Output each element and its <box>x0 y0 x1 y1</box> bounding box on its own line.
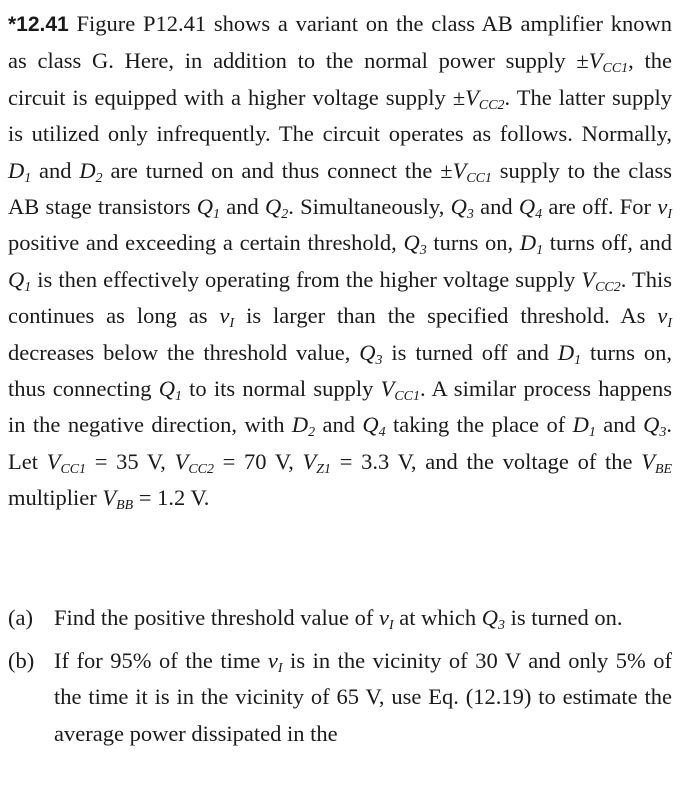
subscript: CC1 <box>394 389 420 405</box>
symbol: v <box>657 194 668 220</box>
symbol: v <box>657 303 668 329</box>
subscript: 1 <box>588 425 596 441</box>
text-run: taking the place of <box>385 412 573 438</box>
subscript: 2 <box>95 170 103 186</box>
text-run: decreases below the threshold value, <box>8 339 360 365</box>
text-run: = 1.2 V. <box>133 485 210 511</box>
text-run: Figure P12.41 shows a variant on the class AB amplifier known as class G. Here, in addition to the normal power supply ± <box>8 11 672 74</box>
text-run: are off. For <box>542 194 658 220</box>
symbol: V <box>588 48 603 74</box>
problem-number: *12.41 <box>8 13 69 36</box>
symbol: Q <box>265 194 282 220</box>
symbol: Q <box>450 194 467 220</box>
symbol: Q <box>518 194 536 220</box>
text-run: multiplier <box>8 485 103 511</box>
text-run: and <box>220 194 266 220</box>
subscript: 3 <box>466 207 474 223</box>
text-run: is in the vicinity of 30 V and only 5% of the time it is in the vicinity of 65 V, use Eq. (12.19) to estimate the average power dissipated in the <box>54 647 673 746</box>
subscript: 4 <box>378 425 386 441</box>
subscript: I <box>667 316 672 332</box>
part-b <box>8 643 672 753</box>
part-label: (a) <box>8 605 33 630</box>
symbol: V <box>452 157 467 183</box>
subscript: 2 <box>308 425 316 441</box>
subscript: 3 <box>419 243 427 259</box>
symbol: V <box>380 376 395 402</box>
subscript: BB <box>116 498 134 514</box>
symbol: V <box>581 266 596 292</box>
subscript: 3 <box>497 618 505 634</box>
text-run: . Let <box>8 412 672 474</box>
symbol: V <box>641 448 655 474</box>
symbol: D <box>291 412 309 438</box>
subscript: I <box>277 660 283 676</box>
problem-statement <box>8 6 672 517</box>
text-run: = 70 V, <box>213 448 303 474</box>
symbol: D <box>8 157 25 183</box>
subscript: CC2 <box>188 462 214 478</box>
part-a <box>8 600 672 637</box>
subscript: 4 <box>535 207 543 223</box>
text-run: . A similar process happens in the negative direction, with <box>8 376 672 438</box>
symbol: V <box>46 448 61 474</box>
symbol: V <box>302 448 317 474</box>
text-run: is larger than the specified threshold. As <box>234 303 658 329</box>
subscript: 3 <box>375 352 383 368</box>
symbol: V <box>465 84 479 110</box>
text-run: = 3.3 V, and the voltage of the <box>331 448 642 474</box>
symbol: D <box>79 157 96 183</box>
part-label: (b) <box>8 647 35 673</box>
subscript: 1 <box>174 389 182 405</box>
subscript: I <box>667 207 672 223</box>
text-run: If for 95% of the time <box>54 647 268 673</box>
subscript: 1 <box>213 207 221 223</box>
text-run: and <box>31 157 80 183</box>
symbol: D <box>572 412 589 438</box>
symbol: Q <box>158 376 175 402</box>
subscript: BE <box>654 462 673 478</box>
symbol: Q <box>196 194 214 220</box>
subscript: CC2 <box>478 97 505 113</box>
text-run: is then effectively operating from the higher voltage supply <box>31 266 582 292</box>
symbol: Q <box>643 412 660 438</box>
text-run: is turned off and <box>382 339 558 365</box>
problem-parts <box>8 600 672 758</box>
text-run: and <box>595 412 644 438</box>
subscript: 2 <box>281 207 289 223</box>
subscript: 3 <box>659 425 667 441</box>
subscript: CC1 <box>602 61 629 77</box>
text-run: to its normal supply <box>181 376 381 402</box>
subscript: 1 <box>536 243 544 259</box>
text-run: . This continues as long as <box>8 266 672 329</box>
symbol: v <box>267 647 278 673</box>
symbol: D <box>557 339 575 365</box>
text-run: . Simultaneously, <box>288 194 451 220</box>
symbol: V <box>174 448 189 474</box>
symbol: D <box>519 230 537 256</box>
text-run: are turned on and thus connect the ± <box>102 157 453 183</box>
symbol: Q <box>359 339 376 365</box>
subscript: Z1 <box>316 462 332 478</box>
subscript: 1 <box>24 280 32 296</box>
symbol: v <box>378 605 389 630</box>
text-run: = 35 V, <box>86 448 175 474</box>
subscript: CC1 <box>466 170 492 186</box>
subscript: CC2 <box>595 280 621 296</box>
text-run: at which <box>393 605 482 630</box>
subscript: I <box>229 316 235 332</box>
text-run: supply to the class AB stage transistors <box>8 157 672 220</box>
text-run: , the circuit is equipped with a higher voltage supply ± <box>8 48 672 110</box>
symbol: Q <box>8 266 25 292</box>
symbol: v <box>219 303 230 329</box>
symbol: Q <box>362 412 379 438</box>
text-run: turns on, thus connecting <box>8 339 672 402</box>
symbol: V <box>102 485 117 511</box>
text-run: and <box>473 194 519 220</box>
text-run: is turned on. <box>504 605 623 630</box>
subscript: CC1 <box>60 462 87 478</box>
text-run: and <box>315 412 363 438</box>
text-run: Find the positive threshold value of <box>54 605 379 630</box>
symbol: Q <box>481 605 498 630</box>
symbol: Q <box>403 230 420 256</box>
subscript: 1 <box>574 352 582 368</box>
text-run: turns on, <box>426 230 520 256</box>
subscript: 1 <box>24 170 32 186</box>
text-run: . The latter supply is utilized only infrequently. The circuit operates as follows. Normally, <box>8 84 672 147</box>
subscript: I <box>388 618 394 634</box>
text-run: turns off, and <box>543 230 672 256</box>
text-run: positive and exceeding a certain threshold, <box>8 230 404 256</box>
